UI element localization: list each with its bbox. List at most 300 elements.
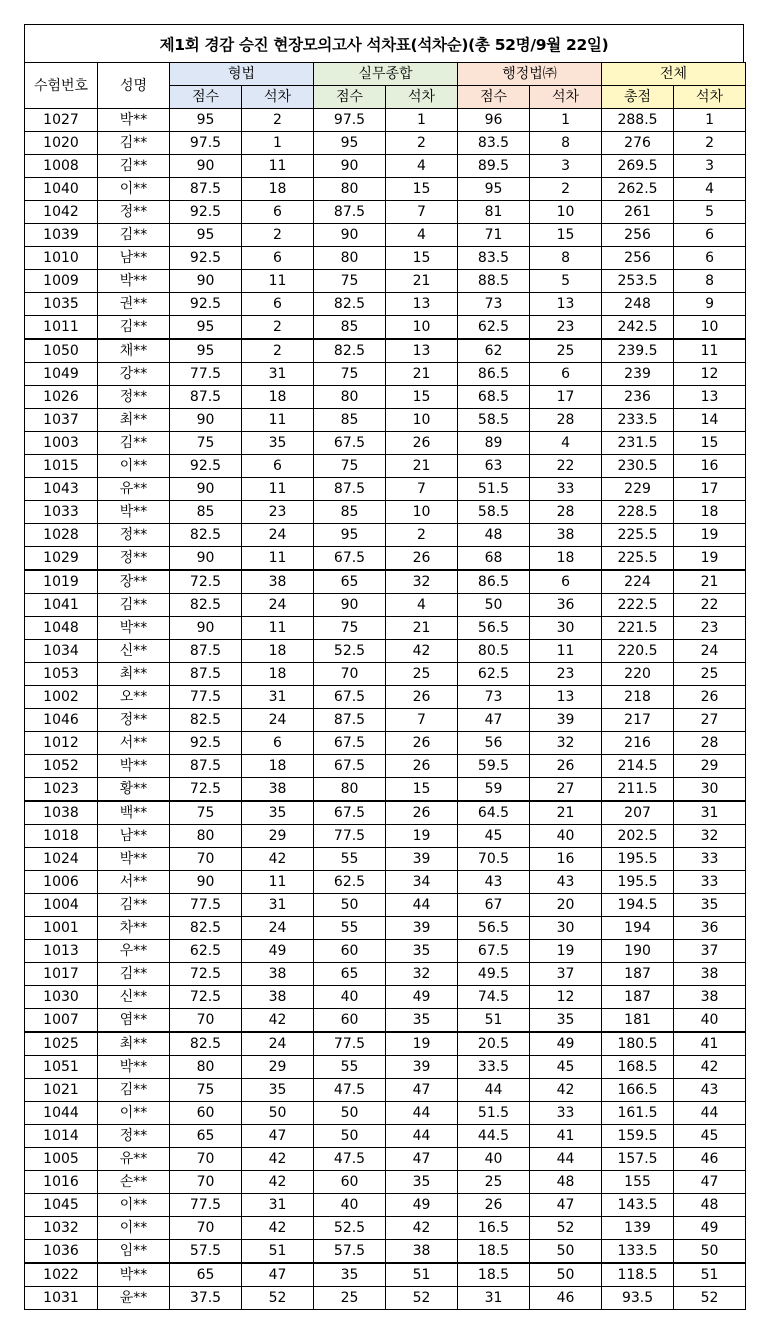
criminal-rank-cell: 24 xyxy=(242,917,314,940)
exam-no-cell: 1018 xyxy=(25,825,98,848)
criminal-rank-cell: 35 xyxy=(242,1079,314,1102)
admin-score-cell: 89 xyxy=(458,432,530,455)
admin-rank-cell: 23 xyxy=(530,316,602,340)
criminal-score-cell: 95 xyxy=(170,339,242,363)
table-row xyxy=(25,224,746,247)
admin-score-cell: 67.5 xyxy=(458,940,530,963)
practice-rank-cell: 26 xyxy=(386,755,458,778)
practice-rank-cell: 13 xyxy=(386,339,458,363)
practice-score-cell: 52.5 xyxy=(314,1217,386,1240)
admin-score-cell: 44.5 xyxy=(458,1125,530,1148)
criminal-rank-cell: 38 xyxy=(242,963,314,986)
name-cell: 손** xyxy=(98,1171,170,1194)
total-rank-cell: 40 xyxy=(674,1009,746,1033)
total-score-cell: 229 xyxy=(602,478,674,501)
total-score-cell: 214.5 xyxy=(602,755,674,778)
criminal-rank-cell: 35 xyxy=(242,801,314,825)
name-cell: 최** xyxy=(98,663,170,686)
practice-score-cell: 80 xyxy=(314,778,386,802)
total-score-cell: 269.5 xyxy=(602,155,674,178)
total-score-cell: 216 xyxy=(602,732,674,755)
total-rank-cell: 5 xyxy=(674,201,746,224)
exam-no-cell: 1029 xyxy=(25,547,98,571)
name-cell: 백** xyxy=(98,801,170,825)
total-rank-cell: 22 xyxy=(674,594,746,617)
total-rank-cell: 45 xyxy=(674,1125,746,1148)
total-rank-cell: 12 xyxy=(674,363,746,386)
practice-score-cell: 82.5 xyxy=(314,293,386,316)
criminal-rank-cell: 23 xyxy=(242,501,314,524)
admin-score-cell: 62 xyxy=(458,339,530,363)
practice-score-cell: 80 xyxy=(314,247,386,270)
practice-score-cell: 75 xyxy=(314,617,386,640)
practice-rank-cell: 4 xyxy=(386,224,458,247)
total-rank-cell: 37 xyxy=(674,940,746,963)
admin-rank-cell: 50 xyxy=(530,1240,602,1264)
criminal-score-cell: 37.5 xyxy=(170,1287,242,1310)
table-row xyxy=(25,201,746,224)
criminal-score-cell: 65 xyxy=(170,1125,242,1148)
admin-score-cell: 51 xyxy=(458,1009,530,1033)
admin-rank-cell: 33 xyxy=(530,1102,602,1125)
total-rank-cell: 26 xyxy=(674,686,746,709)
admin-score-cell: 16.5 xyxy=(458,1217,530,1240)
admin-score-cell: 26 xyxy=(458,1194,530,1217)
practice-score-cell: 60 xyxy=(314,940,386,963)
practice-rank-cell: 7 xyxy=(386,709,458,732)
total-score-cell: 202.5 xyxy=(602,825,674,848)
exam-no-cell: 1011 xyxy=(25,316,98,340)
criminal-score-cell: 70 xyxy=(170,1009,242,1033)
name-cell: 김** xyxy=(98,132,170,155)
header-sub-rank: 석차 xyxy=(386,86,458,109)
practice-rank-cell: 2 xyxy=(386,132,458,155)
total-score-cell: 187 xyxy=(602,986,674,1009)
criminal-rank-cell: 38 xyxy=(242,986,314,1009)
criminal-score-cell: 90 xyxy=(170,155,242,178)
exam-no-cell: 1033 xyxy=(25,501,98,524)
exam-no-cell: 1041 xyxy=(25,594,98,617)
name-cell: 박** xyxy=(98,501,170,524)
exam-no-cell: 1042 xyxy=(25,201,98,224)
table-row xyxy=(25,247,746,270)
criminal-score-cell: 60 xyxy=(170,1102,242,1125)
header-sub-score: 점수 xyxy=(314,86,386,109)
total-score-cell: 181 xyxy=(602,1009,674,1033)
total-score-cell: 220 xyxy=(602,663,674,686)
table-body xyxy=(25,109,746,1310)
criminal-rank-cell: 29 xyxy=(242,825,314,848)
criminal-score-cell: 72.5 xyxy=(170,986,242,1009)
total-rank-cell: 10 xyxy=(674,316,746,340)
criminal-score-cell: 82.5 xyxy=(170,709,242,732)
total-score-cell: 262.5 xyxy=(602,178,674,201)
criminal-rank-cell: 31 xyxy=(242,363,314,386)
admin-rank-cell: 13 xyxy=(530,686,602,709)
exam-no-cell: 1016 xyxy=(25,1171,98,1194)
criminal-score-cell: 82.5 xyxy=(170,594,242,617)
admin-rank-cell: 49 xyxy=(530,1032,602,1056)
practice-score-cell: 97.5 xyxy=(314,109,386,132)
criminal-rank-cell: 31 xyxy=(242,1194,314,1217)
practice-score-cell: 70 xyxy=(314,663,386,686)
name-cell: 서** xyxy=(98,732,170,755)
exam-no-cell: 1043 xyxy=(25,478,98,501)
name-cell: 채** xyxy=(98,339,170,363)
criminal-rank-cell: 6 xyxy=(242,732,314,755)
table-row xyxy=(25,1125,746,1148)
total-rank-cell: 46 xyxy=(674,1148,746,1171)
total-score-cell: 230.5 xyxy=(602,455,674,478)
name-cell: 윤** xyxy=(98,1287,170,1310)
exam-no-cell: 1005 xyxy=(25,1148,98,1171)
admin-score-cell: 18.5 xyxy=(458,1263,530,1287)
criminal-rank-cell: 24 xyxy=(242,524,314,547)
total-score-cell: 194.5 xyxy=(602,894,674,917)
exam-no-cell: 1039 xyxy=(25,224,98,247)
name-cell: 이** xyxy=(98,455,170,478)
name-cell: 김** xyxy=(98,316,170,340)
exam-no-cell: 1053 xyxy=(25,663,98,686)
name-cell: 박** xyxy=(98,617,170,640)
criminal-score-cell: 92.5 xyxy=(170,455,242,478)
total-rank-cell: 27 xyxy=(674,709,746,732)
practice-score-cell: 75 xyxy=(314,363,386,386)
table-row xyxy=(25,617,746,640)
total-score-cell: 233.5 xyxy=(602,409,674,432)
admin-score-cell: 70.5 xyxy=(458,848,530,871)
exam-no-cell: 1012 xyxy=(25,732,98,755)
header-group-admin-law: 행정법㈜ xyxy=(458,63,602,86)
practice-score-cell: 40 xyxy=(314,1194,386,1217)
exam-no-cell: 1013 xyxy=(25,940,98,963)
table-row xyxy=(25,1240,746,1264)
admin-score-cell: 89.5 xyxy=(458,155,530,178)
practice-score-cell: 87.5 xyxy=(314,478,386,501)
admin-rank-cell: 10 xyxy=(530,201,602,224)
total-rank-cell: 13 xyxy=(674,386,746,409)
exam-no-cell: 1001 xyxy=(25,917,98,940)
total-score-cell: 225.5 xyxy=(602,547,674,571)
admin-rank-cell: 13 xyxy=(530,293,602,316)
total-rank-cell: 28 xyxy=(674,732,746,755)
criminal-score-cell: 90 xyxy=(170,270,242,293)
admin-rank-cell: 37 xyxy=(530,963,602,986)
criminal-score-cell: 77.5 xyxy=(170,1194,242,1217)
admin-rank-cell: 3 xyxy=(530,155,602,178)
practice-rank-cell: 19 xyxy=(386,1032,458,1056)
criminal-score-cell: 90 xyxy=(170,409,242,432)
admin-score-cell: 45 xyxy=(458,825,530,848)
criminal-rank-cell: 51 xyxy=(242,1240,314,1264)
admin-rank-cell: 32 xyxy=(530,732,602,755)
practice-score-cell: 65 xyxy=(314,963,386,986)
practice-score-cell: 87.5 xyxy=(314,709,386,732)
practice-score-cell: 40 xyxy=(314,986,386,1009)
admin-rank-cell: 8 xyxy=(530,132,602,155)
practice-rank-cell: 21 xyxy=(386,270,458,293)
admin-score-cell: 50 xyxy=(458,594,530,617)
admin-rank-cell: 1 xyxy=(530,109,602,132)
admin-rank-cell: 26 xyxy=(530,755,602,778)
total-score-cell: 236 xyxy=(602,386,674,409)
exam-no-cell: 1009 xyxy=(25,270,98,293)
practice-score-cell: 67.5 xyxy=(314,732,386,755)
admin-score-cell: 43 xyxy=(458,871,530,894)
practice-score-cell: 67.5 xyxy=(314,801,386,825)
table-row xyxy=(25,801,746,825)
criminal-rank-cell: 49 xyxy=(242,940,314,963)
criminal-score-cell: 95 xyxy=(170,109,242,132)
total-score-cell: 222.5 xyxy=(602,594,674,617)
table-row xyxy=(25,1056,746,1079)
table-row xyxy=(25,848,746,871)
total-score-cell: 168.5 xyxy=(602,1056,674,1079)
exam-no-cell: 1049 xyxy=(25,363,98,386)
total-score-cell: 221.5 xyxy=(602,617,674,640)
exam-no-cell: 1019 xyxy=(25,570,98,594)
criminal-score-cell: 95 xyxy=(170,316,242,340)
criminal-rank-cell: 11 xyxy=(242,155,314,178)
name-cell: 정** xyxy=(98,201,170,224)
total-score-cell: 256 xyxy=(602,247,674,270)
exam-no-cell: 1017 xyxy=(25,963,98,986)
criminal-rank-cell: 2 xyxy=(242,316,314,340)
practice-rank-cell: 49 xyxy=(386,986,458,1009)
exam-no-cell: 1044 xyxy=(25,1102,98,1125)
admin-score-cell: 44 xyxy=(458,1079,530,1102)
total-score-cell: 139 xyxy=(602,1217,674,1240)
practice-score-cell: 62.5 xyxy=(314,871,386,894)
practice-rank-cell: 15 xyxy=(386,778,458,802)
admin-score-cell: 58.5 xyxy=(458,501,530,524)
criminal-rank-cell: 24 xyxy=(242,709,314,732)
name-cell: 김** xyxy=(98,894,170,917)
exam-no-cell: 1036 xyxy=(25,1240,98,1264)
total-rank-cell: 32 xyxy=(674,825,746,848)
criminal-rank-cell: 24 xyxy=(242,594,314,617)
admin-score-cell: 56.5 xyxy=(458,917,530,940)
practice-rank-cell: 13 xyxy=(386,293,458,316)
header-name: 성명 xyxy=(98,63,170,109)
practice-rank-cell: 15 xyxy=(386,178,458,201)
exam-no-cell: 1025 xyxy=(25,1032,98,1056)
table-row xyxy=(25,755,746,778)
criminal-score-cell: 87.5 xyxy=(170,640,242,663)
admin-score-cell: 62.5 xyxy=(458,316,530,340)
total-score-cell: 93.5 xyxy=(602,1287,674,1310)
total-score-cell: 248 xyxy=(602,293,674,316)
admin-score-cell: 83.5 xyxy=(458,132,530,155)
total-score-cell: 225.5 xyxy=(602,524,674,547)
admin-score-cell: 49.5 xyxy=(458,963,530,986)
criminal-rank-cell: 18 xyxy=(242,663,314,686)
total-rank-cell: 33 xyxy=(674,871,746,894)
practice-rank-cell: 32 xyxy=(386,570,458,594)
admin-rank-cell: 2 xyxy=(530,178,602,201)
total-rank-cell: 25 xyxy=(674,663,746,686)
practice-rank-cell: 49 xyxy=(386,1194,458,1217)
admin-rank-cell: 44 xyxy=(530,1148,602,1171)
total-rank-cell: 36 xyxy=(674,917,746,940)
header-sub-rank: 석차 xyxy=(674,86,746,109)
practice-score-cell: 52.5 xyxy=(314,640,386,663)
admin-score-cell: 59.5 xyxy=(458,755,530,778)
admin-rank-cell: 19 xyxy=(530,940,602,963)
total-rank-cell: 3 xyxy=(674,155,746,178)
total-rank-cell: 42 xyxy=(674,1056,746,1079)
practice-score-cell: 67.5 xyxy=(314,432,386,455)
criminal-score-cell: 75 xyxy=(170,801,242,825)
exam-no-cell: 1004 xyxy=(25,894,98,917)
table-row xyxy=(25,1079,746,1102)
name-cell: 임** xyxy=(98,1240,170,1264)
table-row xyxy=(25,293,746,316)
name-cell: 신** xyxy=(98,986,170,1009)
name-cell: 장** xyxy=(98,570,170,594)
total-rank-cell: 4 xyxy=(674,178,746,201)
table-row xyxy=(25,825,746,848)
admin-rank-cell: 8 xyxy=(530,247,602,270)
name-cell: 강** xyxy=(98,363,170,386)
practice-score-cell: 80 xyxy=(314,178,386,201)
criminal-score-cell: 92.5 xyxy=(170,293,242,316)
admin-score-cell: 48 xyxy=(458,524,530,547)
exam-no-cell: 1024 xyxy=(25,848,98,871)
practice-score-cell: 95 xyxy=(314,132,386,155)
name-cell: 정** xyxy=(98,1125,170,1148)
name-cell: 정** xyxy=(98,386,170,409)
criminal-score-cell: 75 xyxy=(170,1079,242,1102)
practice-score-cell: 47.5 xyxy=(314,1079,386,1102)
practice-rank-cell: 44 xyxy=(386,1102,458,1125)
total-rank-cell: 9 xyxy=(674,293,746,316)
admin-rank-cell: 47 xyxy=(530,1194,602,1217)
name-cell: 우** xyxy=(98,940,170,963)
admin-rank-cell: 43 xyxy=(530,871,602,894)
practice-score-cell: 60 xyxy=(314,1171,386,1194)
table-row xyxy=(25,663,746,686)
admin-score-cell: 18.5 xyxy=(458,1240,530,1264)
practice-rank-cell: 7 xyxy=(386,201,458,224)
table-row xyxy=(25,640,746,663)
total-rank-cell: 14 xyxy=(674,409,746,432)
admin-score-cell: 63 xyxy=(458,455,530,478)
table-row xyxy=(25,1102,746,1125)
total-score-cell: 218 xyxy=(602,686,674,709)
exam-no-cell: 1038 xyxy=(25,801,98,825)
practice-rank-cell: 19 xyxy=(386,825,458,848)
table-row xyxy=(25,940,746,963)
exam-no-cell: 1006 xyxy=(25,871,98,894)
criminal-rank-cell: 31 xyxy=(242,686,314,709)
table-row xyxy=(25,1032,746,1056)
practice-score-cell: 80 xyxy=(314,386,386,409)
admin-score-cell: 68 xyxy=(458,547,530,571)
admin-rank-cell: 38 xyxy=(530,524,602,547)
total-score-cell: 261 xyxy=(602,201,674,224)
exam-no-cell: 1045 xyxy=(25,1194,98,1217)
criminal-rank-cell: 18 xyxy=(242,640,314,663)
criminal-score-cell: 90 xyxy=(170,871,242,894)
admin-rank-cell: 23 xyxy=(530,663,602,686)
total-rank-cell: 51 xyxy=(674,1263,746,1287)
criminal-score-cell: 82.5 xyxy=(170,524,242,547)
criminal-rank-cell: 42 xyxy=(242,1217,314,1240)
total-score-cell: 180.5 xyxy=(602,1032,674,1056)
criminal-score-cell: 92.5 xyxy=(170,201,242,224)
total-score-cell: 242.5 xyxy=(602,316,674,340)
table-row xyxy=(25,917,746,940)
exam-no-cell: 1008 xyxy=(25,155,98,178)
total-rank-cell: 38 xyxy=(674,963,746,986)
criminal-rank-cell: 18 xyxy=(242,386,314,409)
criminal-score-cell: 95 xyxy=(170,224,242,247)
name-cell: 박** xyxy=(98,1056,170,1079)
practice-score-cell: 55 xyxy=(314,917,386,940)
table-row xyxy=(25,1217,746,1240)
admin-score-cell: 74.5 xyxy=(458,986,530,1009)
criminal-score-cell: 72.5 xyxy=(170,570,242,594)
total-score-cell: 143.5 xyxy=(602,1194,674,1217)
table-row xyxy=(25,1287,746,1310)
criminal-score-cell: 92.5 xyxy=(170,247,242,270)
total-score-cell: 239.5 xyxy=(602,339,674,363)
practice-score-cell: 60 xyxy=(314,1009,386,1033)
admin-rank-cell: 25 xyxy=(530,339,602,363)
table-row xyxy=(25,1194,746,1217)
admin-score-cell: 25 xyxy=(458,1171,530,1194)
total-score-cell: 195.5 xyxy=(602,848,674,871)
name-cell: 차** xyxy=(98,917,170,940)
admin-rank-cell: 46 xyxy=(530,1287,602,1310)
admin-rank-cell: 28 xyxy=(530,409,602,432)
table-row xyxy=(25,594,746,617)
name-cell: 황** xyxy=(98,778,170,802)
admin-score-cell: 83.5 xyxy=(458,247,530,270)
name-cell: 박** xyxy=(98,109,170,132)
exam-no-cell: 1051 xyxy=(25,1056,98,1079)
admin-rank-cell: 20 xyxy=(530,894,602,917)
table-row xyxy=(25,894,746,917)
table-row xyxy=(25,386,746,409)
name-cell: 서** xyxy=(98,871,170,894)
exam-no-cell: 1015 xyxy=(25,455,98,478)
table-row xyxy=(25,1263,746,1287)
table-row xyxy=(25,132,746,155)
admin-score-cell: 58.5 xyxy=(458,409,530,432)
name-cell: 남** xyxy=(98,247,170,270)
total-rank-cell: 30 xyxy=(674,778,746,802)
admin-score-cell: 96 xyxy=(458,109,530,132)
criminal-rank-cell: 31 xyxy=(242,894,314,917)
admin-rank-cell: 48 xyxy=(530,1171,602,1194)
admin-score-cell: 56.5 xyxy=(458,617,530,640)
admin-rank-cell: 28 xyxy=(530,501,602,524)
exam-no-cell: 1003 xyxy=(25,432,98,455)
practice-rank-cell: 26 xyxy=(386,686,458,709)
exam-no-cell: 1026 xyxy=(25,386,98,409)
total-score-cell: 195.5 xyxy=(602,871,674,894)
total-rank-cell: 1 xyxy=(674,109,746,132)
table-row xyxy=(25,432,746,455)
practice-rank-cell: 35 xyxy=(386,1171,458,1194)
practice-rank-cell: 1 xyxy=(386,109,458,132)
table-row xyxy=(25,963,746,986)
name-cell: 박** xyxy=(98,270,170,293)
total-rank-cell: 23 xyxy=(674,617,746,640)
admin-rank-cell: 27 xyxy=(530,778,602,802)
